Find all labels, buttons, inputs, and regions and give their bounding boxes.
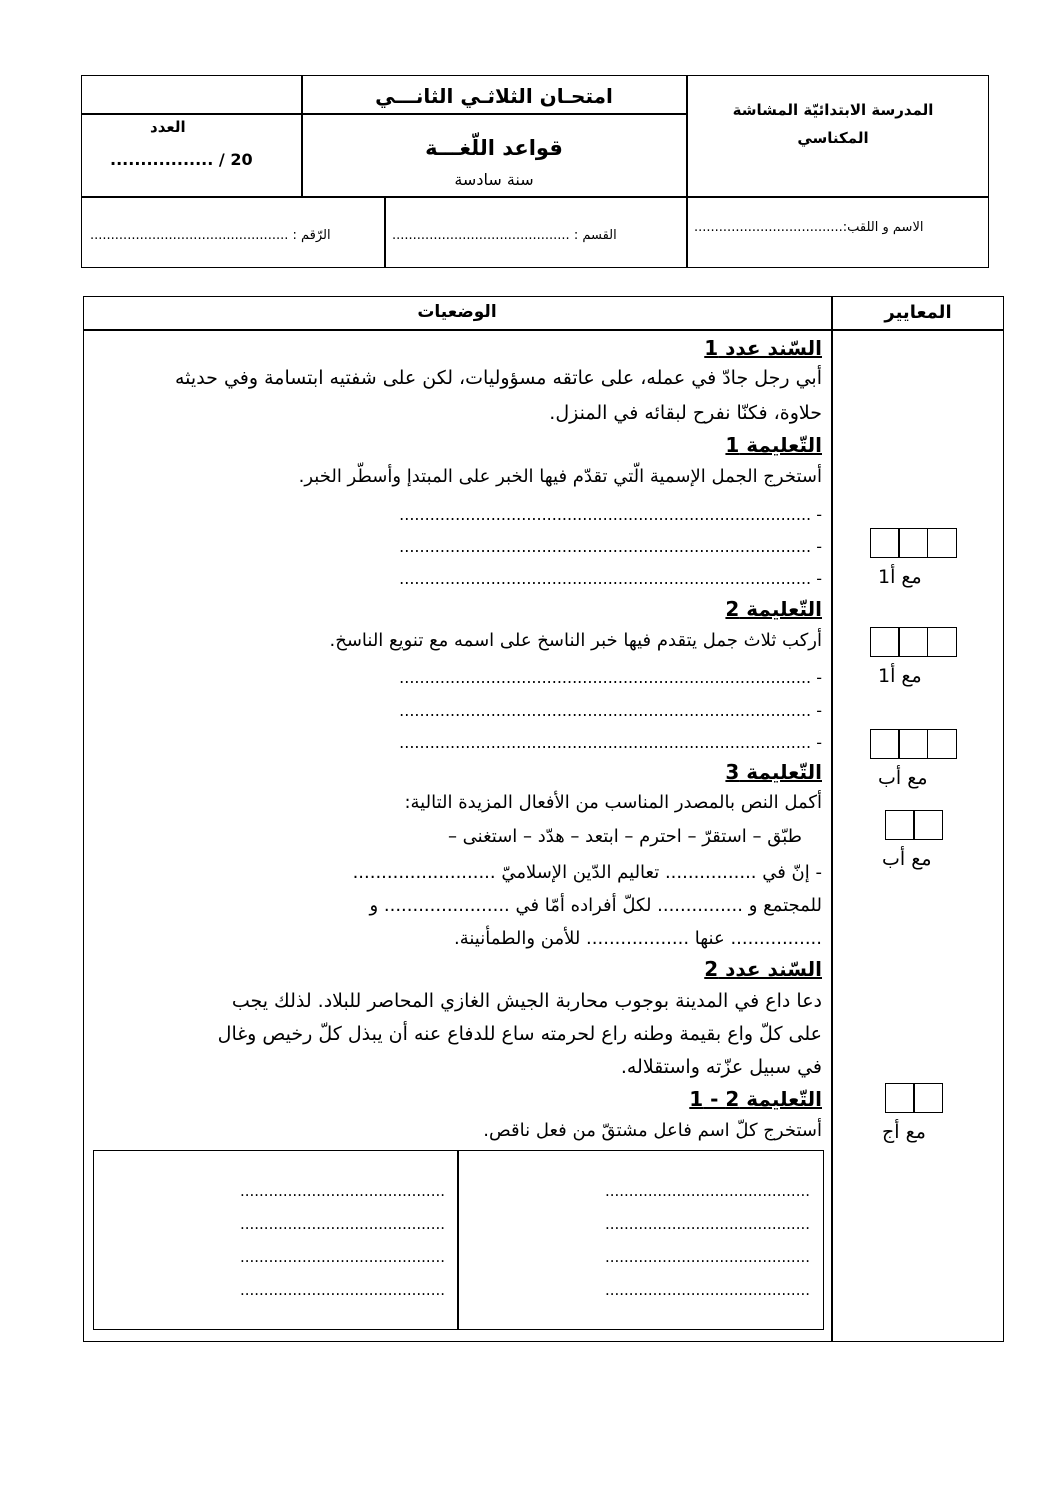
answer-line[interactable]: - ................................................................................. (399, 569, 822, 588)
answer-line[interactable]: - ................................................................................. (399, 733, 822, 752)
task-3-fill-line[interactable]: ................ عنها .................. للأمن والطمأنينة. (453, 928, 822, 949)
score-boxes[interactable] (871, 627, 957, 657)
situations-header: الوضعيات (417, 302, 497, 322)
sanad-2-text: دعا داع في المدينة بوجوب محاربة الجيش الغازي المحاصر للبلاد. لذلك يجب (231, 990, 822, 1012)
task-3-title: التّعليمة 3 (725, 760, 822, 784)
subject-title: قواعد اللّغـــة (425, 136, 563, 160)
criterion-label: مع أج (882, 1121, 926, 1143)
divider (81, 113, 687, 115)
task-3-fill-line[interactable]: - إنّ في ................ تعاليم الدّين الإسلاميّ ......................... (352, 862, 822, 883)
school-name: المدرسة الابتدائيّة المشاشة المكناسي (732, 101, 934, 147)
score-boxes[interactable] (886, 810, 943, 840)
task-2-1-title: التّعليمة 2 - 1 (689, 1087, 822, 1111)
answer-line[interactable]: ........................................... (239, 1215, 445, 1233)
answer-line[interactable]: ........................................... (604, 1281, 810, 1299)
sanad-2-title: السّند عدد 2 (704, 957, 822, 981)
divider (457, 1150, 459, 1330)
sanad-1-text: أبي رجل جادّ في عمله، على عاتقه مسؤوليات، لكن على شفتيه ابتسامة وفي حديثه (174, 367, 822, 389)
answer-line[interactable]: ........................................... (239, 1248, 445, 1266)
task-1-instruction: أستخرج الجمل الإسمية الّتي تقدّم فيها الخبر على المبتدإ وأسطّر الخبر. (298, 466, 822, 487)
divider (686, 75, 688, 268)
task-2-1-instruction: أستخرج كلّ اسم فاعل مشتقّ من فعل ناقص. (483, 1120, 822, 1141)
answer-line[interactable]: ........................................... (239, 1281, 445, 1299)
task-2-title: التّعليمة 2 (725, 597, 822, 621)
exam-title: امتحـان الثلاثـي الثانـــي (375, 84, 613, 108)
divider (384, 196, 386, 268)
sanad-2-text: على كلّ واع بقيمة وطنه راع لحرمته ساع للدفاع عنه أن يبذل كلّ رخيص وغال (217, 1023, 822, 1045)
score-boxes[interactable] (871, 528, 957, 558)
level: سنة سادسة (454, 170, 534, 189)
name-field[interactable]: الاسم و اللقب:.................................... (694, 220, 924, 235)
divider (83, 329, 1004, 331)
criterion-label: مع أ1 (878, 566, 922, 588)
task-1-title: التّعليمة 1 (725, 433, 822, 457)
criterion-label: مع أ1 (878, 665, 922, 687)
grade-label: العدد (150, 118, 186, 136)
sanad-1-title: السّند عدد 1 (704, 336, 822, 360)
criterion-label: مع أب (878, 767, 928, 789)
sanad-2-text: في سبيل عزّته واستقلاله. (620, 1056, 822, 1078)
task-3-verbs: طبّق – استقرّ – احترم – ابتعد – هدّد – استغنى – (447, 826, 802, 847)
task-2-instruction: أركب ثلاث جمل يتقدم فيها خبر الناسخ على اسمه مع تنويع الناسخ. (329, 630, 822, 651)
answer-line[interactable]: ........................................... (604, 1182, 810, 1200)
number-field[interactable]: الرّقم : ................................................ (90, 228, 331, 243)
answer-line[interactable]: - ................................................................................. (399, 668, 822, 687)
task-3-fill-line[interactable]: للمجتمع و ............... لكلّ أفراده أمّا في ...................... و (369, 895, 822, 916)
sanad-1-text: حلاوة، فكنّا نفرح لبقائه في المنزل. (549, 402, 822, 424)
score-boxes[interactable] (871, 729, 957, 759)
score-boxes[interactable] (886, 1083, 943, 1113)
answer-line[interactable]: ........................................... (239, 1182, 445, 1200)
answer-grid (93, 1150, 824, 1330)
grade-value: ................. / 20 (110, 150, 253, 169)
divider (831, 296, 833, 1342)
answer-line[interactable]: ........................................... (604, 1215, 810, 1233)
answer-line[interactable]: - ................................................................................. (399, 701, 822, 720)
class-field[interactable]: القسم : ........................................... (392, 228, 617, 243)
divider (81, 196, 989, 198)
answer-line[interactable]: - ................................................................................. (399, 505, 822, 524)
criterion-label: مع أب (882, 848, 932, 870)
criteria-header: المعايير (884, 302, 952, 323)
answer-line[interactable]: ........................................... (604, 1248, 810, 1266)
task-3-instruction: أكمل النص بالمصدر المناسب من الأفعال المزيدة التالية: (404, 792, 822, 813)
answer-line[interactable]: - ................................................................................. (399, 537, 822, 556)
